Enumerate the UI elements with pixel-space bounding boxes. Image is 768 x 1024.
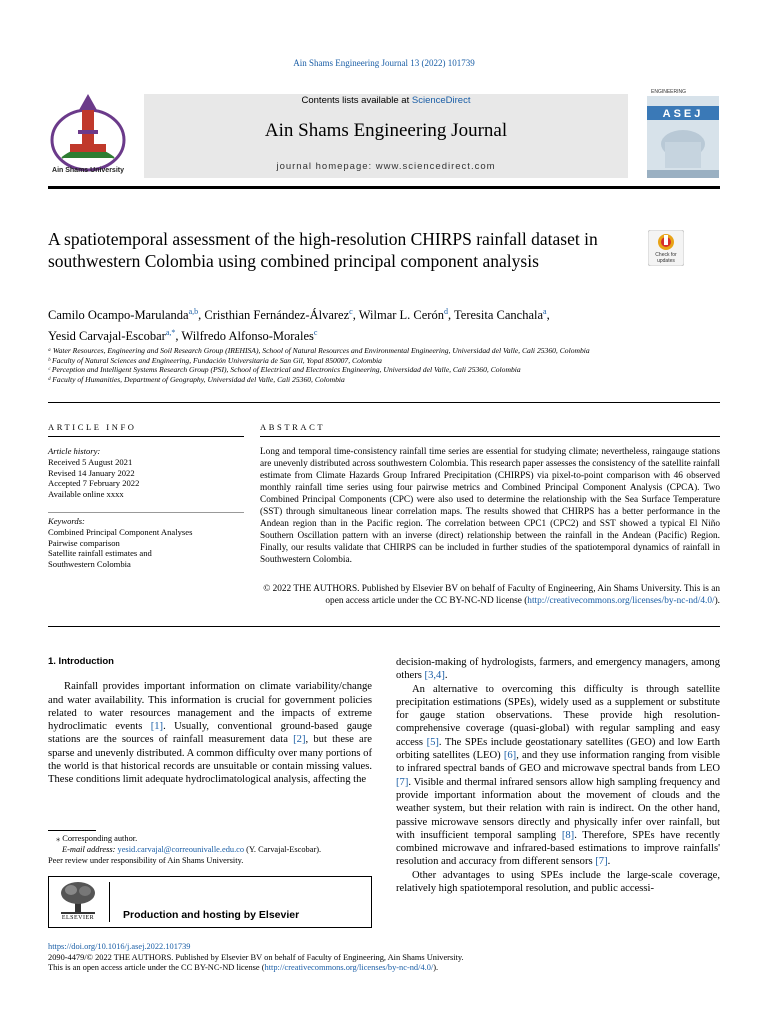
journal-reference[interactable]: Ain Shams Engineering Journal 13 (2022) 101739 — [293, 58, 475, 68]
history-item: Received 5 August 2021 — [48, 456, 133, 467]
citation-link[interactable]: [7] — [595, 856, 608, 868]
keyword-item: Combined Principal Component Analyses — [48, 526, 193, 537]
text-run: . Therefore, SPEs have recently combined microwave and infrared-based estimations to improve rainfalls' resolution and accuracy from different sensors — [396, 829, 720, 868]
license-end: ). — [714, 596, 720, 606]
author-name: Wilfredo Alfonso-Morales — [181, 329, 314, 344]
author-affiliation-mark[interactable]: d — [443, 307, 448, 316]
affiliations — [48, 346, 720, 384]
abstract-heading: ABSTRACT — [260, 422, 326, 432]
logo-caption: Ain Shams University — [52, 167, 124, 174]
author-name: Teresita Canchala — [454, 308, 544, 323]
body-paragraph — [396, 656, 720, 683]
keyword-item: Southwestern Colombia — [48, 559, 131, 570]
email-link[interactable]: yesid.carvajal@correounivalle.edu.co — [117, 845, 245, 854]
email-label: E-mail address: — [62, 845, 118, 854]
text-run: An alternative to overcoming this difficulty is through satellite precipitation estimations (SPEs), widely used as a supplement or substitute for gauge station observations. These provide high resolution-comprehensive coverage (quasi-global) with regular sampling and easy access — [396, 683, 720, 748]
section-rule — [48, 626, 720, 627]
contents-line — [144, 94, 628, 106]
author-separator: , — [198, 308, 205, 323]
contents-prefix: Contents lists available at — [301, 95, 412, 106]
body-paragraph — [48, 680, 372, 786]
affiliation-item: ᵃ Water Resources, Engineering and Soil Research Group (IREHISA), School of Natural Resources and Environmental Engineering, Universidad del Valle, Cali 25360, Colombia — [48, 346, 590, 355]
keywords-label: Keywords: — [48, 516, 85, 526]
elsevier-hosting-text: Production and hosting by Elsevier — [123, 909, 300, 921]
elsevier-separator — [109, 882, 110, 922]
journal-header — [48, 88, 720, 180]
crossmark-label-1: Check for — [655, 252, 677, 258]
text-run: decision-making of hydrologists, farmers, and emergency managers, among others — [396, 657, 720, 682]
text-run: , and they use information ranging from visible to infrared spectral bands of GEO and microwave spectral bands from LEO — [396, 750, 720, 775]
article-title: A spatiotemporal assessment of the high-resolution CHIRPS rainfall dataset in southwestern Colombia using combined principal component analysis — [48, 229, 598, 271]
sciencedirect-link[interactable]: ScienceDirect — [411, 95, 471, 106]
email-note — [48, 844, 372, 855]
citation-link[interactable]: [8] — [561, 829, 575, 841]
affiliation-item: ᵇ Faculty of Natural Sciences and Engineering, Fundación Universitaria de San Gil, Yopal 850007, Colombia — [48, 355, 382, 365]
history-label: Article history: — [48, 446, 101, 456]
crossmark-label-2: updates — [657, 258, 675, 264]
keyword-item: Satellite rainfall estimates and — [48, 548, 152, 559]
author-list — [48, 303, 720, 345]
article-history — [48, 446, 244, 500]
keywords-rule — [48, 512, 244, 513]
citation-link[interactable]: [2] — [293, 734, 306, 746]
text-run: , but these are sparse and unevenly distributed. A common difficulty over many portions of the world is that historical records are unsuitable or contain missing values. These conditions limit adequate hydroclimatological analysis, affecting the — [48, 734, 372, 786]
body-paragraph — [396, 683, 720, 869]
author-name: Wilmar L. Cerón — [358, 308, 444, 323]
abstract-rule — [260, 436, 720, 437]
section-rule — [48, 402, 720, 403]
journal-cover-thumbnail — [647, 86, 719, 178]
header-rule — [48, 186, 720, 189]
text-run: . — [444, 670, 448, 682]
author-affiliation-mark[interactable]: a,* — [165, 328, 176, 338]
journal-homepage[interactable]: journal homepage: www.sciencedirect.com — [276, 161, 496, 172]
cover-top-label: ENGINEERING — [651, 89, 687, 95]
elsevier-wordmark: ELSEVIER — [61, 915, 95, 921]
citation-link[interactable]: [5] — [426, 736, 439, 748]
text-run: . The SPEs include geostationary satellites (GEO) and low Earth orbiting satellites (LEO) — [396, 736, 721, 762]
citation-link[interactable]: [1] — [150, 721, 164, 733]
author-affiliation-mark[interactable]: a — [543, 307, 547, 316]
elsevier-hosting-box — [48, 876, 372, 928]
text-run: . — [607, 856, 611, 868]
footnote-rule — [48, 830, 96, 831]
affiliation-item: ᵈ Faculty of Humanities, Department of Geography, Universidad del Valle, Cali 25360, Colombia — [48, 374, 345, 384]
footnotes — [48, 833, 372, 866]
corresponding-author-note: ⁎ Corresponding author. — [56, 834, 138, 843]
journal-name: Ain Shams Engineering Journal — [264, 120, 508, 141]
author-separator: , — [546, 308, 550, 323]
author-separator: , — [352, 308, 359, 323]
abstract-license — [260, 583, 720, 607]
header-banner — [144, 94, 628, 178]
license-link[interactable]: http://creativecommons.org/licenses/by-nc-nd/4.0/ — [527, 596, 715, 606]
cover-code: ASEJ — [662, 108, 704, 120]
body-column-right — [396, 656, 720, 895]
author-affiliation-mark[interactable]: a,b — [188, 307, 199, 316]
text-run: Rainfall provides important information on climate variability/change and water availability. This information is crucial for government policies related to water resources management and the impacts of extreme hydroclimatic events — [48, 681, 372, 733]
body-column-left — [48, 655, 372, 787]
text-run: . Visible and thermal infrared sensors allow high sampling frequency and provide important information about the movement of clouds and the weather system, but their relation with rain is indirect. On the other hand, passive microwave sensors directly and physically infer over rainfall, but with insufficient temporal sampling — [396, 776, 720, 841]
keywords — [48, 516, 244, 570]
article-info-heading: ARTICLE INFO — [48, 422, 137, 432]
author-affiliation-mark[interactable]: c — [349, 307, 353, 316]
doi-link[interactable]: https://doi.org/10.1016/j.asej.2022.101739 — [48, 942, 191, 951]
section-heading-introduction: 1. Introduction — [48, 656, 114, 667]
email-owner: (Y. Carvajal-Escobar). — [244, 845, 322, 854]
text-run: ). — [433, 963, 439, 973]
history-item: Accepted 7 February 2022 — [48, 478, 140, 489]
body-paragraph: Other advantages to using SPEs include the large-scale coverage, relatively high spatiotemporal resolution, and public accessi- — [396, 869, 720, 895]
license-link-footer[interactable]: http://creativecommons.org/licenses/by-nc-nd/4.0/ — [264, 963, 434, 973]
article-info-rule — [48, 436, 244, 437]
text-run: . Usually, conventional ground-based gauge stations are the sources of rainfall measurement data — [48, 721, 372, 746]
citation-link[interactable]: [7] — [396, 776, 409, 788]
author-name: Cristhian Fernández-Álvarez — [204, 308, 350, 323]
citation-link[interactable]: [6] — [503, 750, 517, 762]
author-name: Yesid Carvajal-Escobar — [48, 329, 166, 344]
history-item: Available online xxxx — [48, 489, 124, 500]
abstract-text: Long and temporal time-consistency rainfall time series are essential for studying climate; nevertheless, raingauge stations are unevenly distributed across southwestern Colombia. This research paper assesses the consistency of the satellite rainfall estimate from Climate Hazards Group Infrared Precipitation (CHIRPS) via pixel-to-point comparison with 46 observed monthly rainfall time series using four pairwise metrics and Combined Principal Component Analysis (CPCA). Two Combined Principal Components (CPC) were also used to determine the relationship with the Sea Surface Temperature (SST) through simultaneous linear correlation maps. The results showed that CHIRPS has a better performance in the Andean region than in the Pacific region. The correlation between CPC1 (CPC2) and SST showed a typical El Niño Southern Oscillation pattern with an inverse (direct) relationship between the rainfall in the Andean (Pacific) Region. Finally, our results validate that CHIRPS can be included in further studies of the spatiotemporal dynamics of rainfall in Southwestern Colombia. — [260, 447, 720, 565]
history-item: Revised 14 January 2022 — [48, 467, 135, 478]
peer-review-note: Peer review under responsibility of Ain Shams University. — [48, 856, 244, 865]
affiliation-item: ᶜ Perception and Intelligent Systems Research Group (PSI), School of Electrical and Electronics Engineering, Universidad del Valle, Cali 25360, Colombia — [48, 365, 521, 375]
keyword-item: Pairwise comparison — [48, 537, 120, 548]
issn-copyright: 2090-4479/© 2022 THE AUTHORS. Published by Elsevier BV on behalf of Faculty of Engineering, Ain Shams University. — [48, 952, 464, 962]
open-access-note — [48, 963, 720, 974]
page-footer — [48, 942, 720, 974]
citation-link[interactable]: [3,4] — [424, 670, 445, 682]
text-run: This is an open access article under the CC BY-NC-ND license ( — [48, 963, 265, 973]
author-separator: , — [447, 308, 455, 323]
author-affiliation-mark[interactable]: c — [313, 328, 318, 338]
ain-shams-logo — [48, 92, 128, 176]
author-separator: , — [175, 329, 182, 344]
author-name: Camilo Ocampo-Marulanda — [48, 308, 189, 323]
license-text: © 2022 THE AUTHORS. Published by Elsevier BV on behalf of Faculty of Engineering, Ain Shams University. This is an open access article under the CC BY-NC-ND license ( — [263, 584, 720, 606]
crossmark-badge[interactable] — [648, 230, 684, 266]
